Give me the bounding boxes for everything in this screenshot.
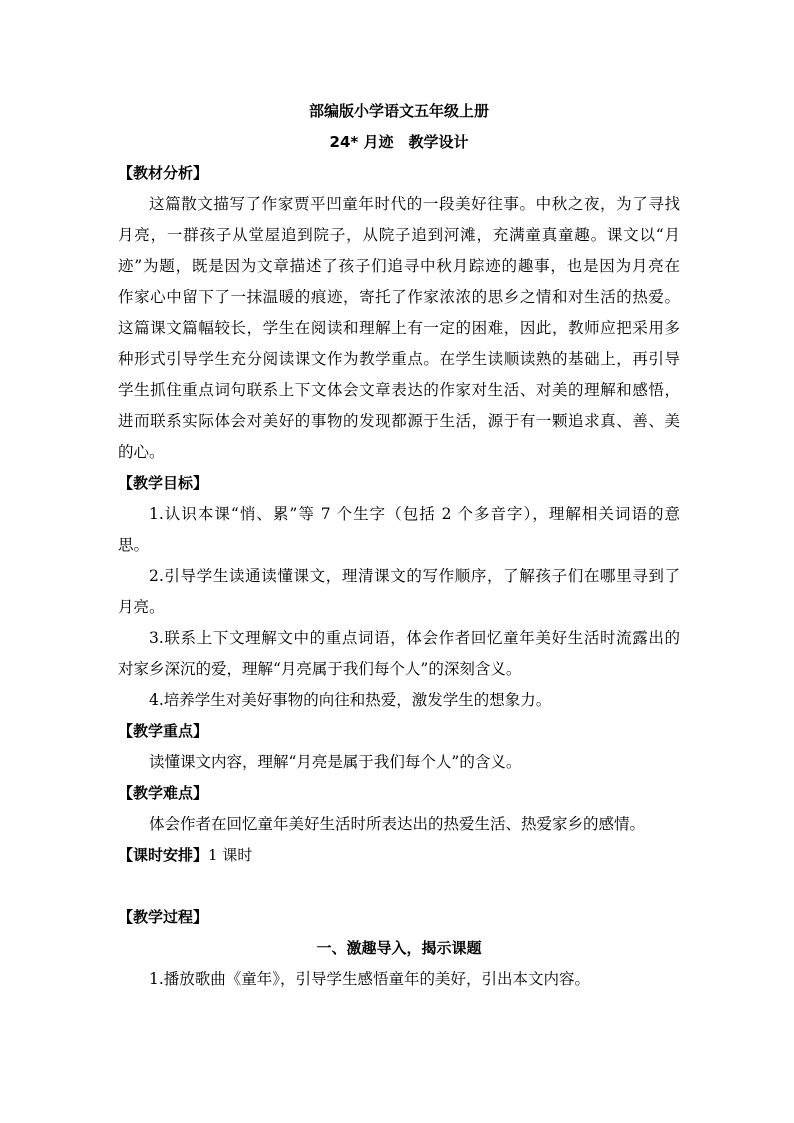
schedule-value: 1 课时 [208,846,253,864]
schedule-row [118,840,680,871]
goal-item-1-line-2: 思。 [118,536,150,554]
key-points-heading: 【教学重点】 [118,722,209,740]
analysis-line: 的心。 [118,443,165,461]
analysis-line: 作家心中留下了一抹温暖的痕迹，寄托了作家浓浓的思乡之情和对生活的热爱。 [118,288,680,306]
key-points-text: 读懂课文内容，理解“月亮是属于我们每个人”的含义。 [149,753,522,771]
goal-item-2-line-2: 月亮。 [118,598,165,616]
difficulties-heading: 【教学难点】 [118,784,209,802]
analysis-line: 种形式引导学生充分阅读课文作为教学重点。在学生读顺读熟的基础上，再引导 [118,350,680,368]
goal-item-3-line-2: 对家乡深沉的爱，理解“月亮属于我们每个人”的深刻含义。 [118,660,522,678]
analysis-line: 月亮，一群孩子从堂屋追到院子，从院子追到河滩，充满童真童趣。课文以“月 [118,226,680,244]
analysis-line: 学生抓住重点词句联系上下文体会文章表达的作家对生活、对美的理解和感悟， [118,381,680,399]
analysis-heading: 【教材分析】 [118,164,209,182]
difficulties-text: 体会作者在回忆童年美好生活时所表达出的热爱生活、热爱家乡的感情。 [149,815,646,833]
analysis-line: 这篇课文篇幅较长，学生在阅读和理解上有一定的困难，因此，教师应把采用多 [118,319,680,337]
process-step-1: 1.播放歌曲《童年》，引导学生感悟童年的美好，引出本文内容。 [149,970,591,988]
process-section-title: 一、激趣导入，揭示课题 [316,939,482,957]
analysis-paragraph [118,189,680,468]
goal-item-4-line-1: 4.培养学生对美好事物的向往和热爱，激发学生的想象力。 [149,691,552,709]
analysis-line: 进而联系实际体会对美好的事物的发现都源于生活，源于有一颗追求真、善、美 [118,412,680,430]
process-heading: 【教学过程】 [118,908,209,926]
document-title: 部编版小学语文五年级上册 [308,102,489,120]
goal-item-2-line-1: 2.引导学生读通读懂课文，理清课文的写作顺序，了解孩子们在哪里寻到了 [149,567,680,585]
goals-heading: 【教学目标】 [118,474,209,492]
lesson-title: 24* 月迹 教学设计 [329,133,469,151]
goal-item-1-line-1: 1.认识本课“悄、累”等 7 个生字（包括 2 个多音字），理解相关词语的意 [149,505,680,523]
analysis-line: 迹”为题，既是因为文章描述了孩子们追寻中秋月踪迹的趣事，也是因为月亮在 [118,257,680,275]
schedule-heading: 【课时安排】 [118,846,209,864]
document-page [118,96,680,995]
goal-item-3-line-1: 3.联系上下文理解文中的重点词语，体会作者回忆童年美好生活时流露出的 [149,629,680,647]
goals-list [118,499,680,716]
spacer [118,871,680,902]
analysis-line: 这篇散文描写了作家贾平凹童年时代的一段美好往事。中秋之夜，为了寻找 [149,195,680,213]
